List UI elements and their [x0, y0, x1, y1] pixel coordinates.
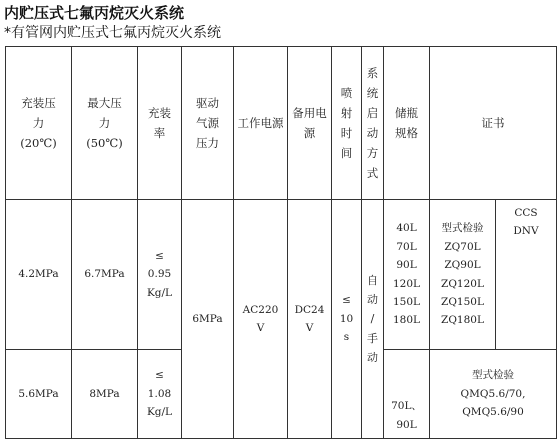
header-cylinder-spec: 储瓶 规格	[384, 47, 430, 200]
row1-cylinder-spec: 40L 70L 90L 120L 150L 180L	[384, 200, 430, 350]
header-spray-time: 喷 射 时 间	[332, 47, 362, 200]
row2-cylinder-spec: 70L、 90L	[384, 350, 430, 439]
header-backup-power: 备用电源	[288, 47, 332, 200]
header-row	[6, 47, 557, 200]
row2-cert: 型式检验 QMQ5.6/70, QMQ5.6/90	[430, 350, 557, 439]
header-fill-pressure: 充装压 力 (20℃)	[6, 47, 72, 200]
row2-fill-pressure: 5.6MPa	[6, 350, 72, 439]
header-start-mode: 系 统 启 动 方 式	[362, 47, 384, 200]
header-fill-ratio: 充装 率	[138, 47, 182, 200]
header-certificate: 证书	[430, 47, 557, 200]
data-row-1	[6, 200, 557, 350]
header-work-power: 工作电源	[234, 47, 288, 200]
spray-time-value: ≤ 10 s	[332, 200, 362, 439]
spec-table	[5, 46, 557, 439]
row1-max-pressure: 6.7MPa	[72, 200, 138, 350]
drive-gas-value: 6MPa	[182, 200, 234, 439]
page-subtitle: *有管网内贮压式七氟丙烷灭火系统	[4, 25, 221, 41]
header-max-pressure: 最大压 力 (50℃)	[72, 47, 138, 200]
page-title: 内贮压式七氟丙烷灭火系统	[4, 4, 185, 22]
header-drive-gas: 驱动 气源 压力	[182, 47, 234, 200]
row1-fill-ratio: ≤ 0.95 Kg/L	[138, 200, 182, 350]
row1-fill-pressure: 4.2MPa	[6, 200, 72, 350]
row2-max-pressure: 8MPa	[72, 350, 138, 439]
work-power-value: AC220 V	[234, 200, 288, 439]
row1-cert-type: 型式检验 ZQ70L ZQ90L ZQ120L ZQ150L ZQ180L	[430, 200, 496, 350]
row1-cert-class: CCS DNV	[496, 200, 557, 350]
row2-fill-ratio: ≤ 1.08 Kg/L	[138, 350, 182, 439]
backup-power-value: DC24 V	[288, 200, 332, 439]
start-mode-value: 自 动 / 手 动	[362, 200, 384, 439]
